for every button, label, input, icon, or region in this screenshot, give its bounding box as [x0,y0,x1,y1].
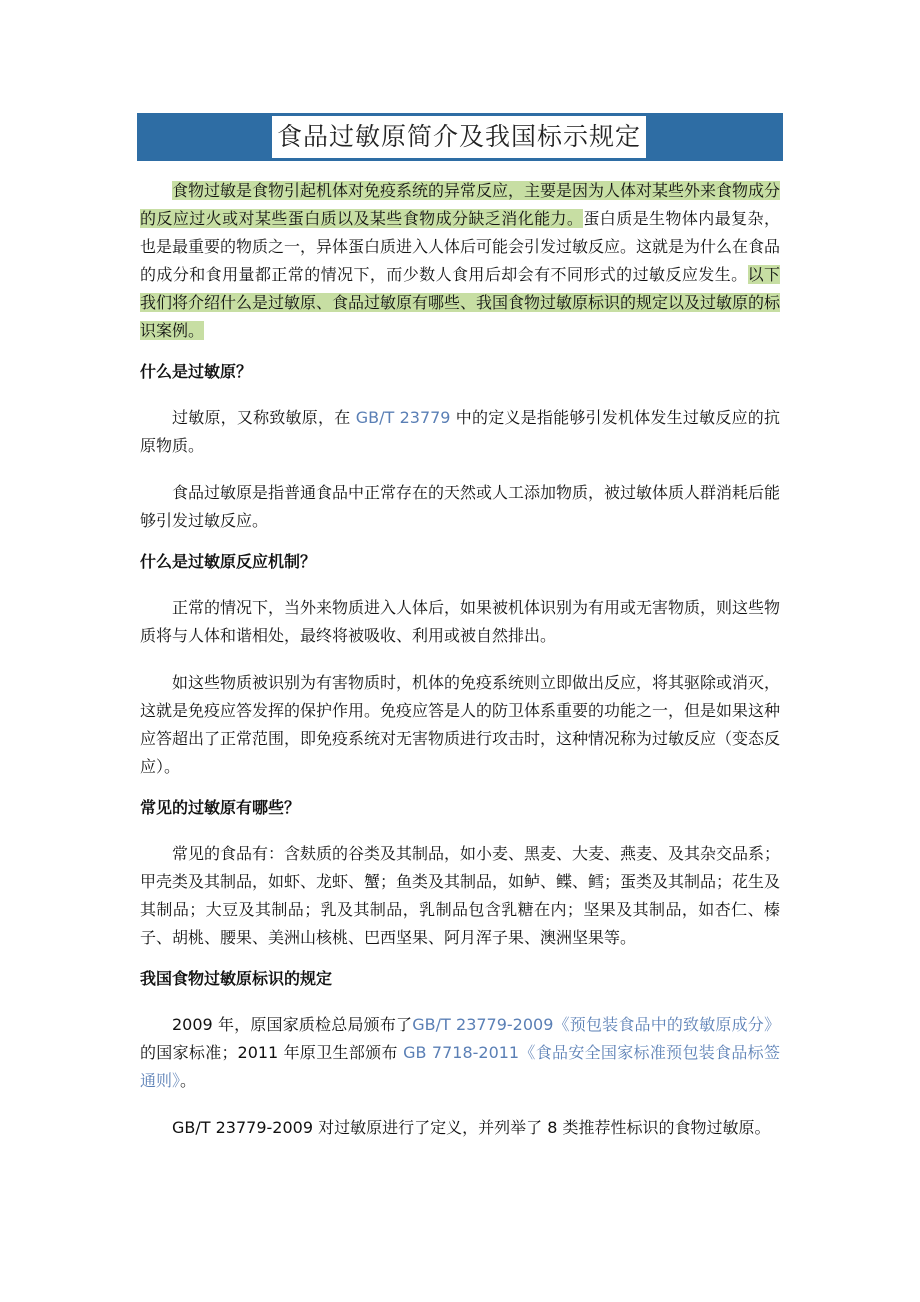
paragraph-regulations-2: GB/T 23779-2009 对过敏原进行了定义，并列举了 8 类推荐性标识的食物过敏原。 [172,1118,771,1137]
text-span: 中的定义是指能够引发机体发生过敏反应的抗原物质。 [140,408,780,455]
intro-paragraph [140,177,780,345]
intro-text: 蛋白质是生物体内最复杂，也是最重要的物质之一，异体蛋白质进入人体后可能会引发过敏反应。这就是为什么在食品的成分和食用量都正常的情况下，而少数人食用后却会有不同形式的过敏反应发生。 [140,209,781,284]
paragraph-allergen-definition [140,404,780,460]
text-span: 。 [180,1071,197,1090]
standard-link-gb7718-2011[interactable]: GB 7718-2011《食品安全国家标准预包装食品标签通则》 [140,1043,780,1090]
text-span: 的国家标准；2011 年原卫生部颁布 [140,1043,398,1062]
intro-highlight-1: 食物过敏是食物引起机体对免疫系统的异常反应，主要是因为人体对某些外来食物成分的反应过火或对某些蛋白质以及某些食物成分缺乏消化能力。 [140,181,781,228]
standard-link-gbt23779[interactable]: GB/T 23779 [355,408,451,427]
paragraph-food-allergen: 食品过敏原是指普通食品中正常存在的天然或人工添加物质，被过敏体质人群消耗后能够引发过敏反应。 [140,483,781,530]
paragraph-regulations-1 [140,1011,780,1095]
intro-highlight-2: 以下我们将介绍什么是过敏原、食品过敏原有哪些、我国食物过敏原标识的规定以及过敏原的标识案例。 [140,265,781,340]
paragraph-common-allergens: 常见的食品有：含麸质的谷类及其制品，如小麦、黑麦、大麦、燕麦、及其杂交品系；甲壳类及其制品，如虾、龙虾、蟹；鱼类及其制品，如鲈、鲽、鳕；蛋类及其制品；花生及其制品；大豆及其制品；乳及其制品，乳制品包含乳糖在内；坚果及其制品，如杏仁、榛子、胡桃、腰果、美洲山核桃、巴西坚果、阿月浑子果、澳洲坚果等。 [140,844,781,947]
section-heading-common-allergens: 常见的过敏原有哪些？ [140,798,301,817]
page-title: 食品过敏原简介及我国标示规定 [272,116,646,158]
paragraph-mechanism-2: 如这些物质被识别为有害物质时，机体的免疫系统则立即做出反应，将其驱除或消灭，这就是免疫应答发挥的保护作用。免疫应答是人的防卫体系重要的功能之一，但是如果这种应答超出了正常范围，即免疫系统对无害物质进行攻击时，这种情况称为过敏反应（变态反应）。 [140,673,781,776]
section-heading-mechanism: 什么是过敏原反应机制？ [140,552,317,571]
article-body [140,177,780,1142]
section-heading-regulations: 我国食物过敏原标识的规定 [140,969,333,988]
text-span: 过敏原，又称致敏原，在 [172,408,351,427]
section-heading-allergen: 什么是过敏原？ [140,362,253,381]
paragraph-mechanism-1: 正常的情况下，当外来物质进入人体后，如果被机体识别为有用或无害物质，则这些物质将与人体和谐相处，最终将被吸收、利用或被自然排出。 [140,598,781,645]
text-span: 2009 年，原国家质检总局颁布了 [172,1015,413,1034]
standard-link-gbt23779-2009[interactable]: GB/T 23779-2009《预包装食品中的致敏原成分》 [412,1015,780,1034]
